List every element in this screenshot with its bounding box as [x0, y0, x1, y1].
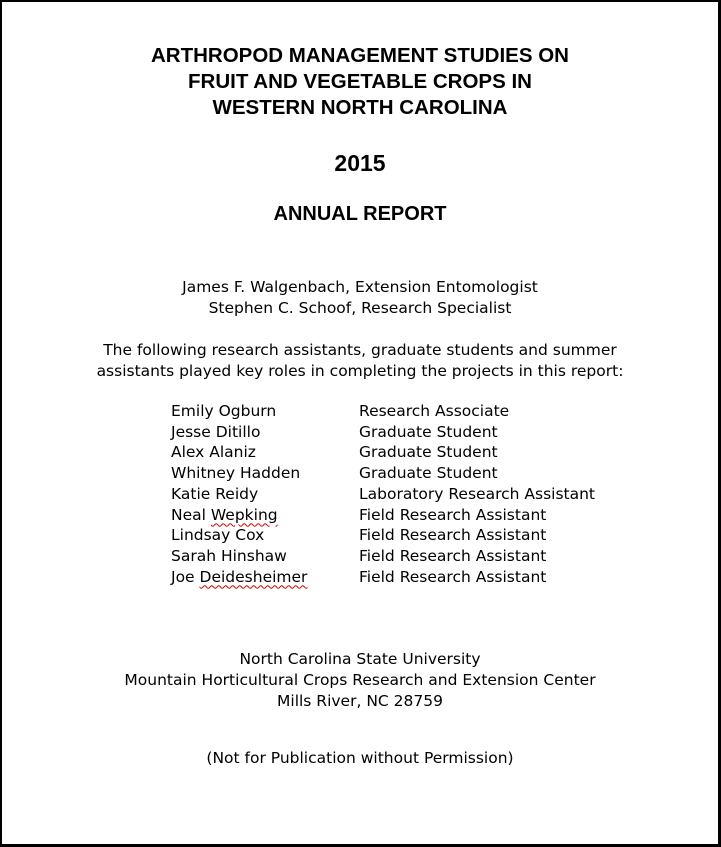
author-line: Stephen C. Schoof, Research Specialist [208, 299, 512, 317]
report-year: 2015 [334, 150, 386, 176]
acknowledgement-intro [2, 340, 718, 382]
publication-notice: (Not for Publication without Permission) [206, 749, 514, 767]
intro-line: The following research assistants, graduate students and summer [103, 341, 617, 359]
institution-line: Mills River, NC 28759 [277, 692, 443, 710]
institution-block [2, 649, 718, 712]
staff-name: Katie Reidy [171, 484, 259, 503]
staff-role: Field Research Assistant [359, 546, 547, 565]
spellcheck-flagged-word: Wepking [210, 505, 278, 524]
title-line: FRUIT AND VEGETABLE CROPS IN [188, 70, 532, 93]
authors-block [2, 277, 718, 319]
staff-role: Laboratory Research Assistant [359, 484, 595, 503]
institution-line: Mountain Horticultural Crops Research and Extension Center [124, 671, 596, 689]
staff-row [171, 546, 595, 567]
staff-row [171, 567, 595, 588]
staff-first-name: Joe [171, 567, 200, 586]
staff-first-name: Neal [171, 505, 211, 524]
staff-name: Lindsay Cox [171, 526, 265, 545]
staff-list [171, 401, 595, 587]
staff-role: Graduate Student [359, 443, 498, 462]
staff-row [171, 505, 595, 526]
institution-line: North Carolina State University [239, 650, 481, 668]
title-line: WESTERN NORTH CAROLINA [212, 96, 508, 119]
staff-role: Field Research Assistant [359, 526, 547, 545]
staff-role: Research Associate [359, 402, 510, 420]
staff-row [171, 484, 595, 505]
staff-row [171, 422, 595, 443]
staff-role: Graduate Student [359, 422, 498, 441]
report-title [2, 43, 718, 121]
staff-role: Field Research Assistant [359, 505, 547, 524]
staff-row [171, 442, 595, 463]
staff-role: Field Research Assistant [359, 567, 547, 586]
staff-row [171, 525, 595, 546]
staff-name [171, 505, 359, 526]
intro-line: assistants played key roles in completing the projects in this report: [96, 362, 624, 380]
staff-name: Sarah Hinshaw [171, 546, 287, 565]
author-line: James F. Walgenbach, Extension Entomologist [182, 278, 538, 296]
staff-name: Emily Ogburn [171, 402, 277, 420]
title-line: ARTHROPOD MANAGEMENT STUDIES ON [151, 44, 569, 67]
staff-row [171, 401, 595, 422]
spellcheck-flagged-word: Deidesheimer [199, 567, 308, 586]
staff-row [171, 463, 595, 484]
report-type-heading: ANNUAL REPORT [273, 203, 447, 225]
staff-role: Graduate Student [359, 464, 498, 483]
staff-name: Jesse Ditillo [171, 422, 261, 441]
staff-name [171, 567, 359, 588]
staff-name: Alex Alaniz [171, 443, 256, 462]
staff-name: Whitney Hadden [171, 464, 301, 483]
